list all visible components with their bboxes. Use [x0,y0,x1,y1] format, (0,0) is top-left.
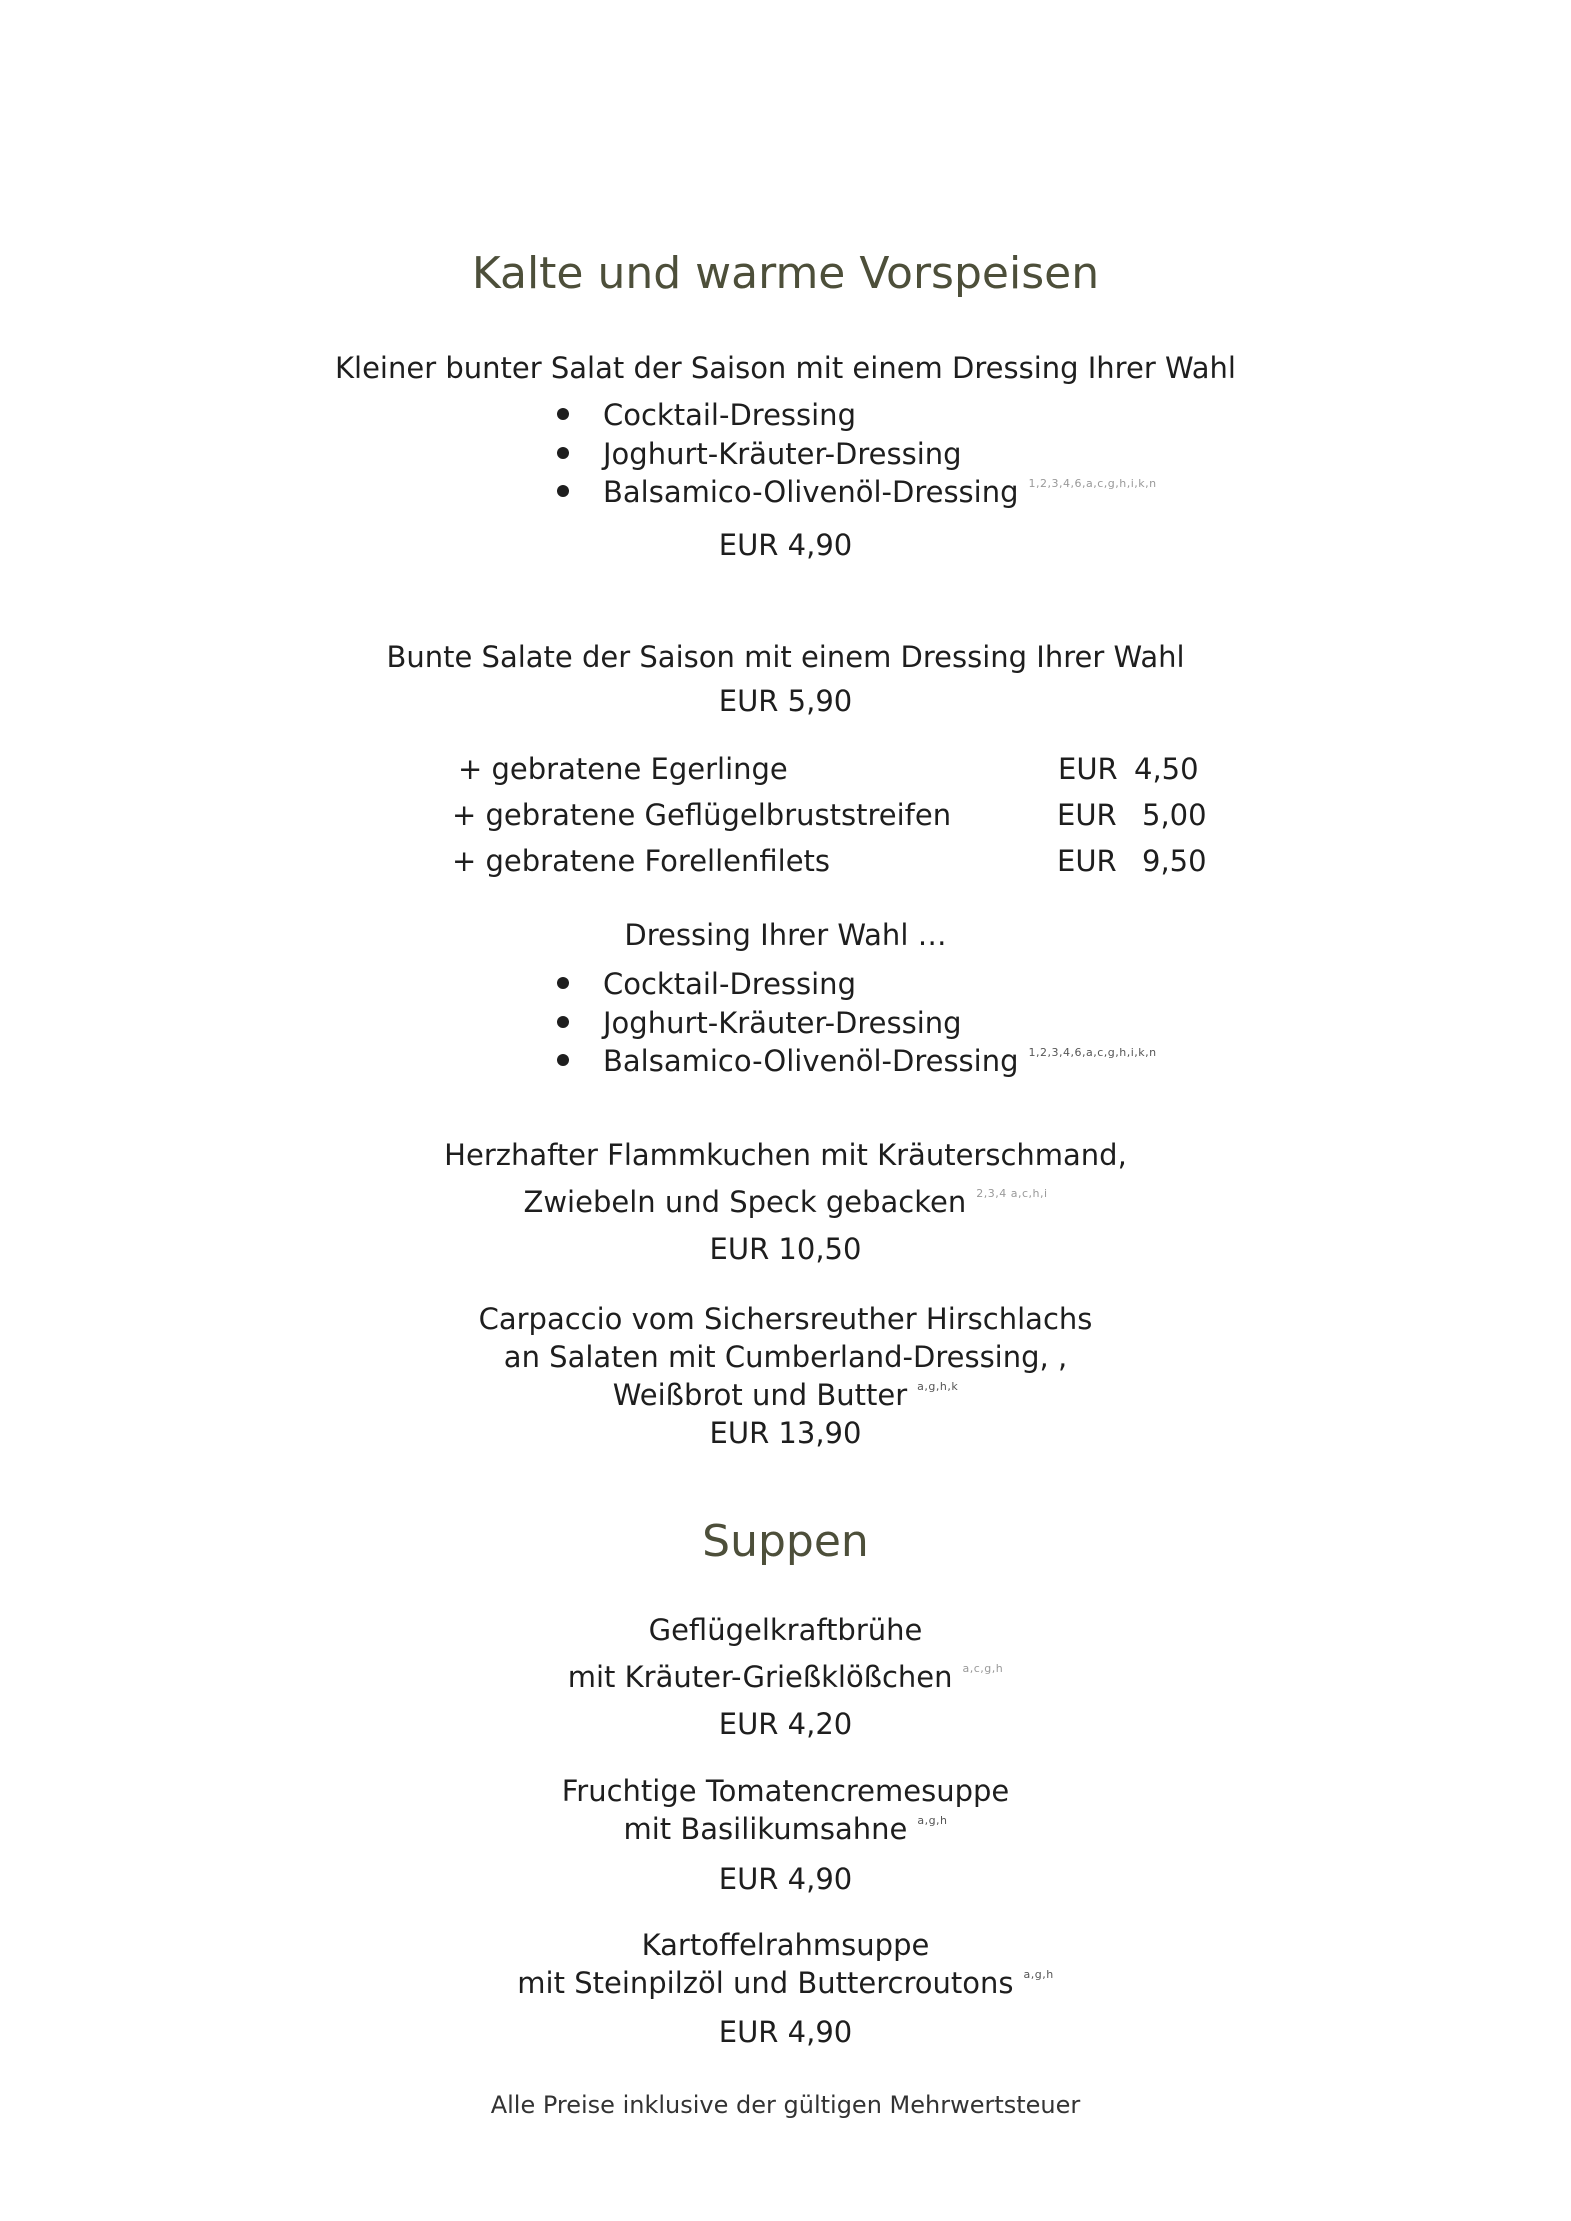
dressing-option [603,1042,1157,1087]
dressing-option [603,473,1157,518]
allergen-codes: 2,3,4 a,c,h,i [976,1187,1048,1200]
bullet-icon [557,485,569,497]
item-price: EUR 4,20 [718,1707,853,1741]
dressing-option: Joghurt-Kräuter-Dressing [603,1006,962,1040]
allergen-codes: 1,2,3,4,6,a,c,g,h,i,k,n [1028,477,1157,490]
dressing-heading: Dressing Ihrer Wahl … [624,918,947,952]
extra-currency: EUR [1058,752,1118,786]
soup-name: Fruchtige Tomatencremesuppe [561,1774,1010,1808]
extra-label: + gebratene Forellenfilets [452,844,831,878]
item-price: EUR 13,90 [709,1416,862,1450]
item-salat-bunt-name: Bunte Salate der Saison mit einem Dressing Ihrer Wahl [386,640,1185,674]
bullet-icon [557,447,569,459]
allergen-codes: a,g,h [1023,1968,1054,1981]
allergen-codes: a,g,h [917,1814,948,1827]
item-price: EUR 4,90 [718,528,853,562]
item-price: EUR 4,90 [718,1862,853,1896]
item-text: Zwiebeln und Speck gebacken [523,1185,967,1219]
item-price: EUR 10,50 [709,1232,862,1266]
soup-subline [0,1658,1571,1703]
item-salat-klein-name: Kleiner bunter Salat der Saison mit einem Dressing Ihrer Wahl [335,351,1236,385]
item-flammkuchen-line1: Herzhafter Flammkuchen mit Kräuterschmand, [444,1138,1127,1172]
item-text: Weißbrot und Butter [612,1378,908,1412]
bullet-icon [557,977,569,989]
bullet-icon [557,1054,569,1066]
bullet-icon [557,408,569,420]
section-title-vorspeisen: Kalte und warme Vorspeisen [471,248,1100,299]
item-price: EUR 5,90 [718,684,853,718]
extra-label: + gebratene Egerlinge [458,752,788,786]
extra-amount: 4,50 [1134,752,1199,786]
item-carpaccio-line2: an Salaten mit Cumberland-Dressing, , [503,1340,1068,1374]
extra-amount: 5,00 [1142,798,1207,832]
section-title-suppen: Suppen [702,1516,869,1567]
dressing-option: Cocktail-Dressing [603,967,856,1001]
dressing-option-label: Balsamico-Olivenöl-Dressing [603,1044,1019,1078]
extra-currency: EUR [1057,844,1117,878]
dressing-option: Joghurt-Kräuter-Dressing [603,437,962,471]
extra-amount: 9,50 [1142,844,1207,878]
item-text: mit Kräuter-Grießklößchen [567,1660,953,1694]
item-carpaccio-line1: Carpaccio vom Sichersreuther Hirschlachs [478,1302,1093,1336]
allergen-codes: a,c,g,h [962,1662,1004,1675]
dressing-option: Cocktail-Dressing [603,398,856,432]
soup-name: Geflügelkraftbrühe [648,1613,923,1647]
bullet-icon [557,1016,569,1028]
item-price: EUR 4,90 [718,2015,853,2049]
item-text: mit Steinpilzöl und Buttercroutons [517,1966,1014,2000]
allergen-codes: a,g,h,k [917,1380,959,1393]
extra-label: + gebratene Geflügelbruststreifen [452,798,952,832]
footer-note: Alle Preise inklusive der gültigen Mehrwertsteuer [490,2091,1081,2119]
soup-subline [0,1810,1571,1855]
dressing-option-label: Balsamico-Olivenöl-Dressing [603,475,1019,509]
extra-currency: EUR [1057,798,1117,832]
allergen-codes: 1,2,3,4,6,a,c,g,h,i,k,n [1028,1046,1157,1059]
item-text: mit Basilikumsahne [623,1812,908,1846]
item-flammkuchen-line2 [0,1183,1571,1228]
soup-subline [0,1964,1571,2009]
soup-name: Kartoffelrahmsuppe [641,1928,930,1962]
